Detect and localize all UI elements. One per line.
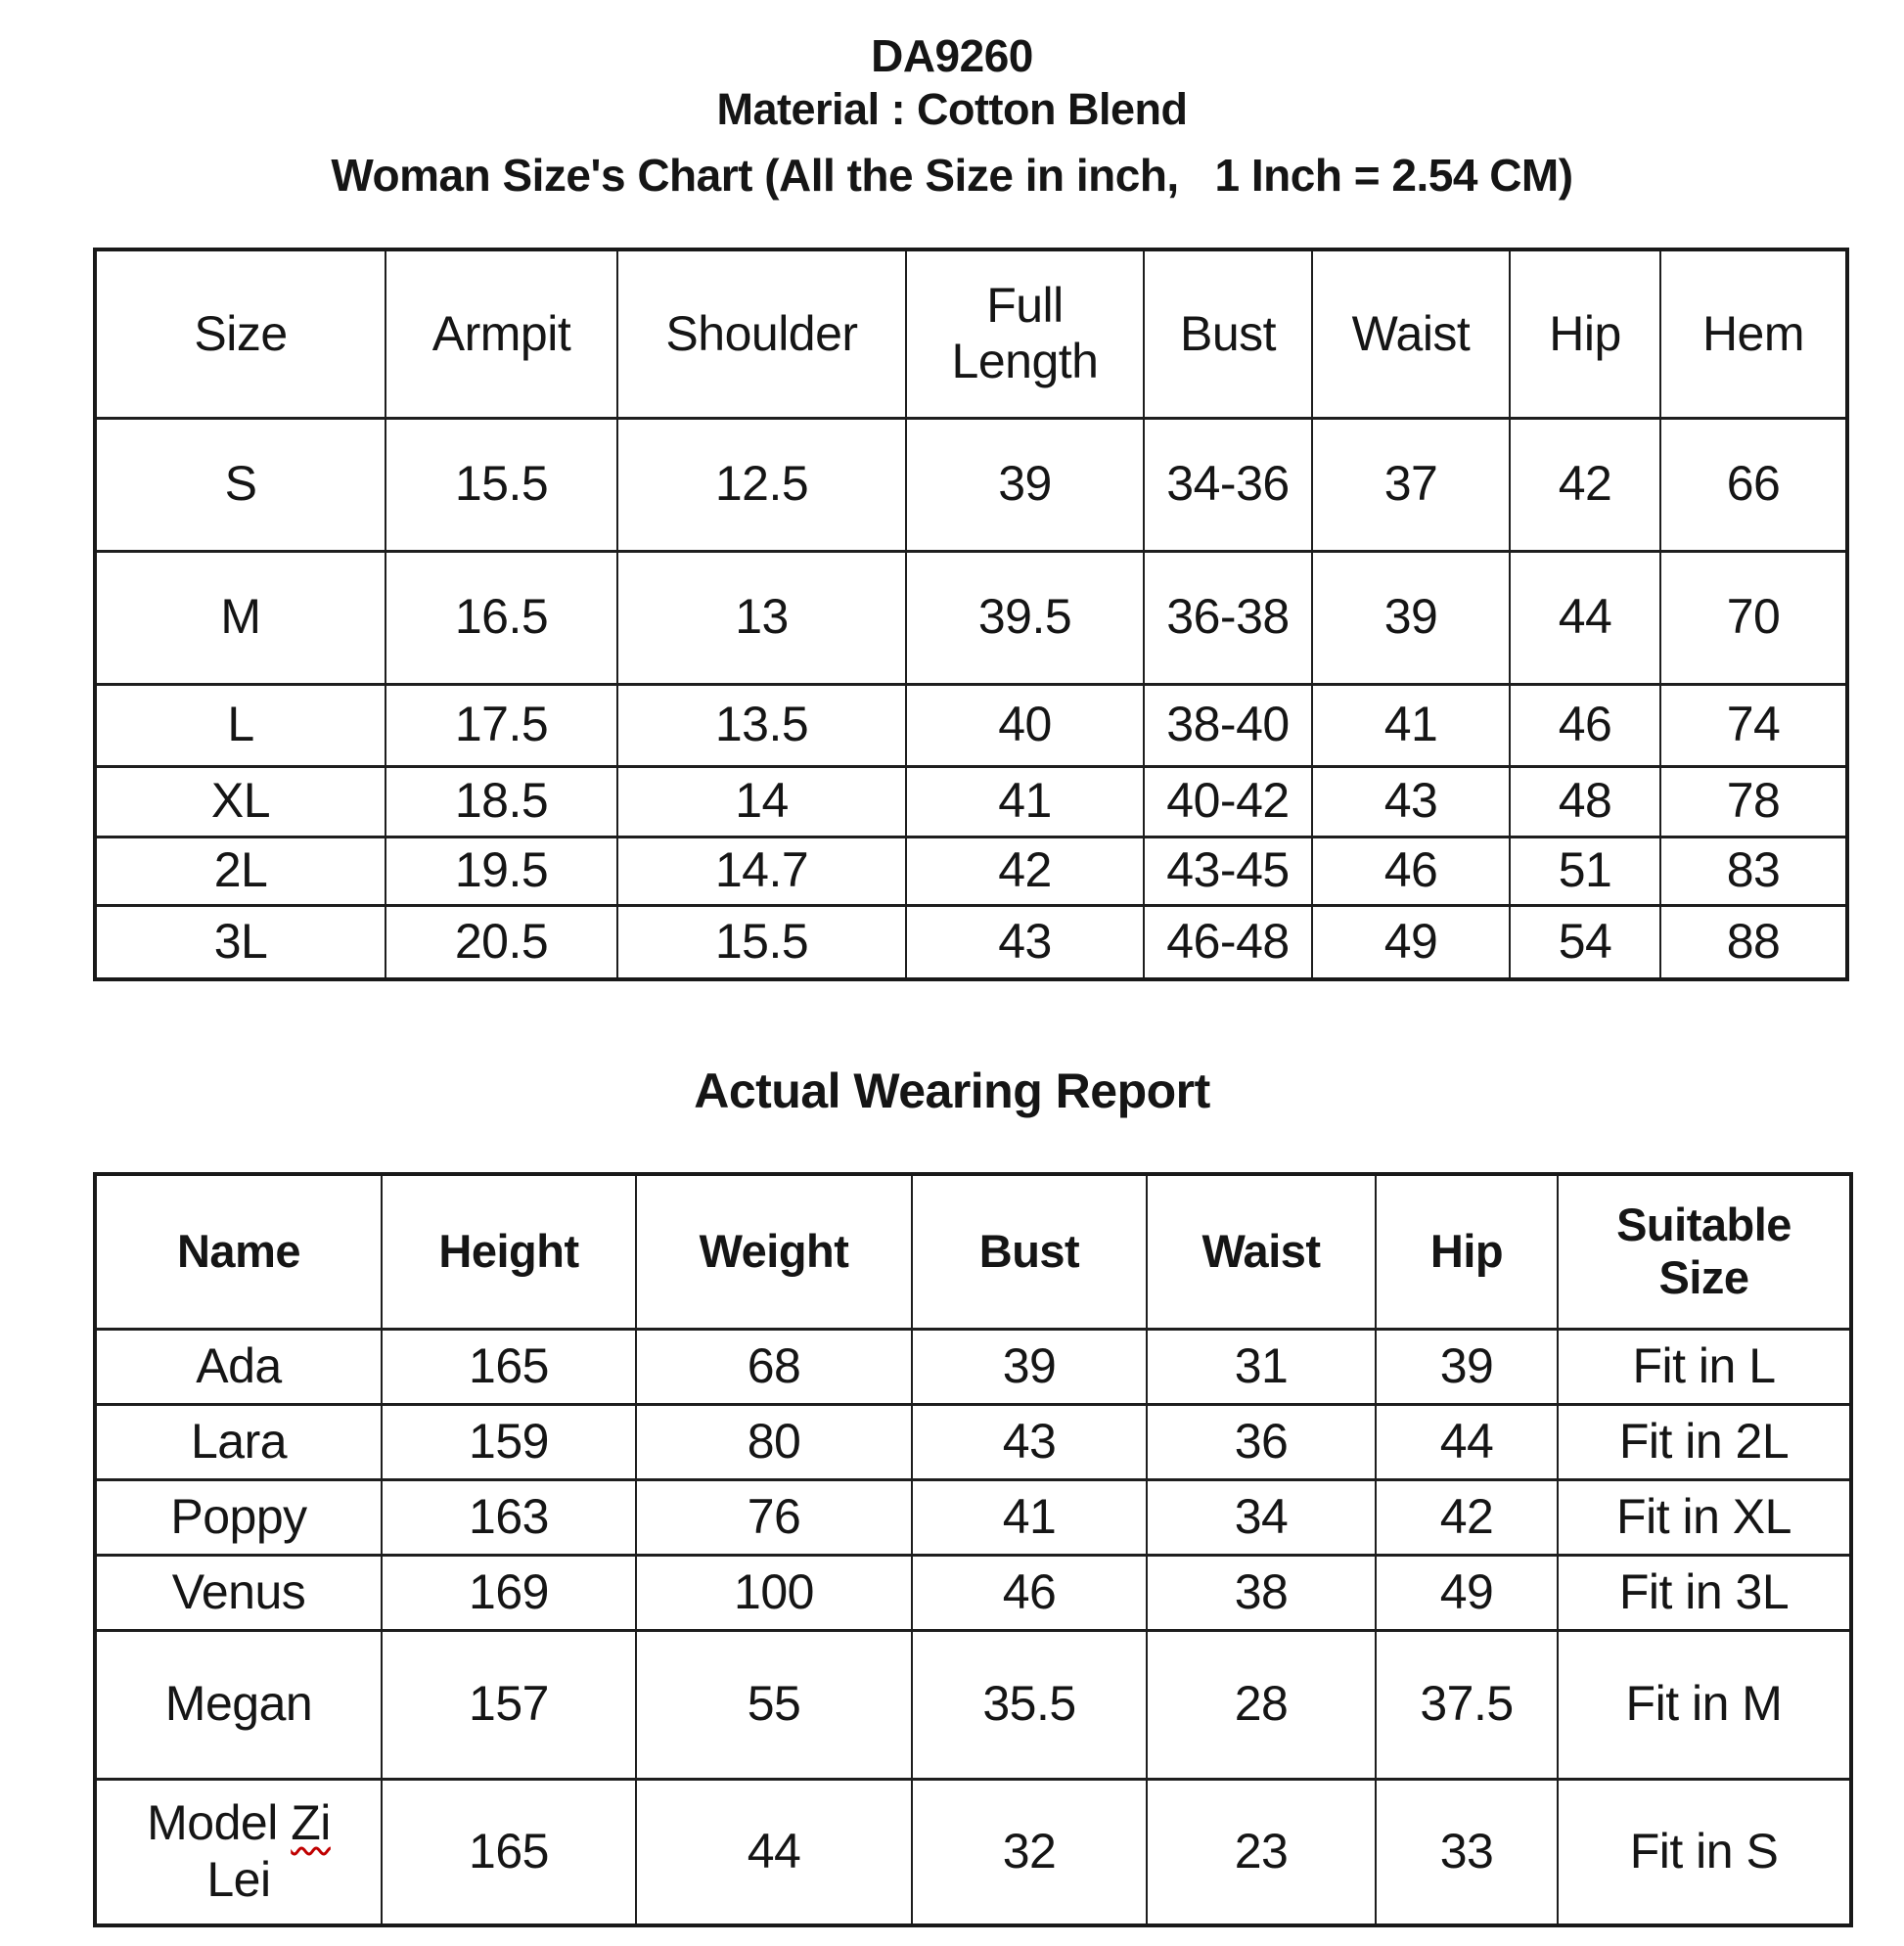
size-chart-title: Woman Size's Chart (All the Size in inch, 1 Inch = 2.54 CM) xyxy=(331,150,1573,201)
table-cell: 44 xyxy=(1510,551,1660,684)
table-cell: 19.5 xyxy=(385,837,617,905)
row-label-cell: XL xyxy=(95,766,385,837)
report-table-header-bust: Bust xyxy=(912,1174,1147,1329)
table-cell: 46 xyxy=(1510,684,1660,766)
report-table-header-name: Name xyxy=(95,1174,382,1329)
table-cell: Fit in 3L xyxy=(1558,1555,1851,1630)
table-cell: 49 xyxy=(1312,905,1510,979)
report-table-header-weight: Weight xyxy=(636,1174,912,1329)
size-table-header-armpit: Armpit xyxy=(385,249,617,418)
table-cell: 169 xyxy=(382,1555,636,1630)
table-cell: 46-48 xyxy=(1144,905,1312,979)
actual-wearing-report-table xyxy=(93,1172,1853,1927)
table-cell: 12.5 xyxy=(617,418,906,551)
table-cell: Fit in 2L xyxy=(1558,1404,1851,1479)
table-cell: 88 xyxy=(1660,905,1847,979)
table-cell: 49 xyxy=(1376,1555,1558,1630)
table-cell: 43 xyxy=(1312,766,1510,837)
table-cell: 41 xyxy=(1312,684,1510,766)
table-row xyxy=(95,1630,1851,1779)
table-cell: 43-45 xyxy=(1144,837,1312,905)
table-cell: 39 xyxy=(912,1329,1147,1404)
table-cell: 39 xyxy=(1376,1329,1558,1404)
table-cell: 66 xyxy=(1660,418,1847,551)
material-line: Material : Cotton Blend xyxy=(716,84,1188,134)
table-cell: Fit in XL xyxy=(1558,1479,1851,1555)
report-table-header-hip: Hip xyxy=(1376,1174,1558,1329)
table-cell: 40 xyxy=(906,684,1144,766)
table-cell: 13.5 xyxy=(617,684,906,766)
row-label-cell: Venus xyxy=(95,1555,382,1630)
table-cell: 34 xyxy=(1147,1479,1376,1555)
table-cell: 43 xyxy=(912,1404,1147,1479)
table-cell: 42 xyxy=(1376,1479,1558,1555)
table-cell: 46 xyxy=(1312,837,1510,905)
table-row xyxy=(95,837,1847,905)
row-label-cell: L xyxy=(95,684,385,766)
table-row xyxy=(95,551,1847,684)
size-table-header-full-length: Full Length xyxy=(906,249,1144,418)
table-cell: 42 xyxy=(906,837,1144,905)
table-cell: 68 xyxy=(636,1329,912,1404)
size-chart-header-row xyxy=(95,249,1847,418)
table-cell: 33 xyxy=(1376,1779,1558,1925)
table-cell: 54 xyxy=(1510,905,1660,979)
table-cell: 163 xyxy=(382,1479,636,1555)
table-row xyxy=(95,766,1847,837)
table-cell: 17.5 xyxy=(385,684,617,766)
table-cell: 46 xyxy=(912,1555,1147,1630)
table-cell: 35.5 xyxy=(912,1630,1147,1779)
table-cell: 42 xyxy=(1510,418,1660,551)
row-label-cell: 3L xyxy=(95,905,385,979)
table-cell: 43 xyxy=(906,905,1144,979)
table-cell: Fit in M xyxy=(1558,1630,1851,1779)
table-cell: 165 xyxy=(382,1329,636,1404)
table-cell: 20.5 xyxy=(385,905,617,979)
table-cell: 39 xyxy=(906,418,1144,551)
table-cell: 37.5 xyxy=(1376,1630,1558,1779)
misspelled-word: Zi xyxy=(291,1795,331,1851)
report-table-header-suitable-size: Suitable Size xyxy=(1558,1174,1851,1329)
row-label-cell: Poppy xyxy=(95,1479,382,1555)
wearing-report-title: Actual Wearing Report xyxy=(694,1064,1210,1118)
table-cell: 39.5 xyxy=(906,551,1144,684)
row-label-cell xyxy=(95,1779,382,1925)
table-cell: Fit in L xyxy=(1558,1329,1851,1404)
table-cell: 15.5 xyxy=(385,418,617,551)
table-cell: 157 xyxy=(382,1630,636,1779)
size-table-header-size: Size xyxy=(95,249,385,418)
table-cell: 80 xyxy=(636,1404,912,1479)
row-label-cell: 2L xyxy=(95,837,385,905)
table-cell: 41 xyxy=(906,766,1144,837)
table-cell: 38 xyxy=(1147,1555,1376,1630)
table-cell: 13 xyxy=(617,551,906,684)
table-cell: 37 xyxy=(1312,418,1510,551)
table-row xyxy=(95,905,1847,979)
table-cell: 74 xyxy=(1660,684,1847,766)
table-cell: 16.5 xyxy=(385,551,617,684)
table-cell: 159 xyxy=(382,1404,636,1479)
table-row xyxy=(95,1479,1851,1555)
table-cell: 31 xyxy=(1147,1329,1376,1404)
model-name-prefix: Model xyxy=(147,1795,292,1851)
table-cell: 41 xyxy=(912,1479,1147,1555)
table-cell: 44 xyxy=(1376,1404,1558,1479)
table-cell: 165 xyxy=(382,1779,636,1925)
table-cell: 83 xyxy=(1660,837,1847,905)
table-cell: 44 xyxy=(636,1779,912,1925)
row-label-cell: Ada xyxy=(95,1329,382,1404)
table-cell: 100 xyxy=(636,1555,912,1630)
row-label-cell: M xyxy=(95,551,385,684)
table-cell: 23 xyxy=(1147,1779,1376,1925)
table-cell: 40-42 xyxy=(1144,766,1312,837)
table-cell: 28 xyxy=(1147,1630,1376,1779)
row-label-cell: Megan xyxy=(95,1630,382,1779)
table-row xyxy=(95,418,1847,551)
table-cell: 70 xyxy=(1660,551,1847,684)
model-name-line2: Lei xyxy=(206,1851,271,1907)
table-row xyxy=(95,684,1847,766)
table-cell: Fit in S xyxy=(1558,1779,1851,1925)
size-table-header-bust: Bust xyxy=(1144,249,1312,418)
report-table-header-waist: Waist xyxy=(1147,1174,1376,1329)
row-label-cell: Lara xyxy=(95,1404,382,1479)
report-table-header-height: Height xyxy=(382,1174,636,1329)
table-row xyxy=(95,1329,1851,1404)
table-cell: 55 xyxy=(636,1630,912,1779)
table-cell: 14 xyxy=(617,766,906,837)
table-cell: 15.5 xyxy=(617,905,906,979)
table-row xyxy=(95,1779,1851,1925)
table-row xyxy=(95,1555,1851,1630)
size-table-header-hip: Hip xyxy=(1510,249,1660,418)
table-cell: 18.5 xyxy=(385,766,617,837)
woman-size-chart-table xyxy=(93,248,1849,981)
size-table-header-waist: Waist xyxy=(1312,249,1510,418)
table-cell: 51 xyxy=(1510,837,1660,905)
table-cell: 36-38 xyxy=(1144,551,1312,684)
product-code: DA9260 xyxy=(871,30,1033,81)
table-cell: 78 xyxy=(1660,766,1847,837)
table-cell: 48 xyxy=(1510,766,1660,837)
table-cell: 38-40 xyxy=(1144,684,1312,766)
table-cell: 32 xyxy=(912,1779,1147,1925)
row-label-cell: S xyxy=(95,418,385,551)
table-cell: 14.7 xyxy=(617,837,906,905)
table-cell: 76 xyxy=(636,1479,912,1555)
table-cell: 34-36 xyxy=(1144,418,1312,551)
table-cell: 36 xyxy=(1147,1404,1376,1479)
size-table-header-hem: Hem xyxy=(1660,249,1847,418)
size-table-header-shoulder: Shoulder xyxy=(617,249,906,418)
table-cell: 39 xyxy=(1312,551,1510,684)
table-row xyxy=(95,1404,1851,1479)
wearing-report-header-row xyxy=(95,1174,1851,1329)
